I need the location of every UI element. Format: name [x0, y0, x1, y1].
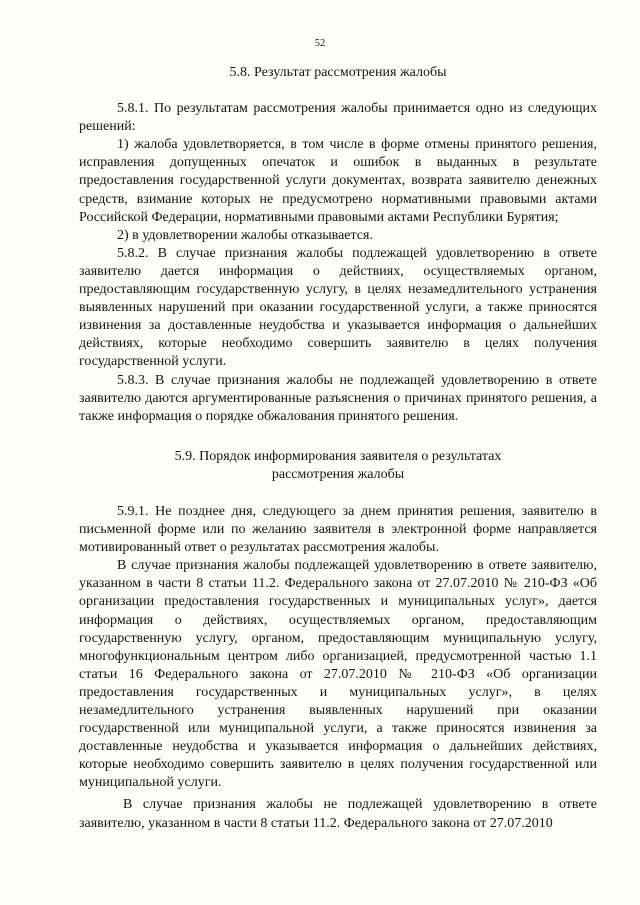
paragraph-5-8-3: 5.8.3. В случае признания жалобы не подлежащей удовлетворению в ответе заявителю даются аргументированные разъяснения о причинах принятого решения, а также информация о порядке обжалования принятого решения. — [79, 372, 597, 424]
paragraph-5-8-1: 5.8.1. По результатам рассмотрения жалобы принимается одно из следующих решений: — [79, 101, 597, 135]
section-5-9-heading — [79, 448, 597, 484]
paragraph-decision-1: 1) жалоба удовлетворяется, в том числе в форме отмены принятого решения, исправления допущенных опечаток и ошибок в выданных в результате предоставления государственной услуги документах, возврата заявителю денежных средств, взимание которых не предусмотрено нормативными правовыми актами Российской Федерации, нормативными правовыми актами Республики Бурятия; — [79, 137, 597, 225]
document-body — [79, 60, 597, 833]
paragraph-decision-2: 2) в удовлетворении жалобы отказывается. — [117, 227, 373, 243]
paragraph-5-9-1: 5.9.1. Не позднее дня, следующего за днем принятия решения, заявителю в письменной форме или по желанию заявителя в электронной форме направляется мотивированный ответ о результатах рассмотрения жалобы. — [79, 503, 597, 556]
section-5-8-heading: 5.8. Результат рассмотрения жалобы — [229, 65, 447, 80]
section-5-9-heading-line-2: рассмотрения жалобы — [271, 466, 405, 482]
section-5-9-heading-line-1: 5.9. Порядок информирования заявителя о результатах — [174, 448, 502, 464]
paragraph-rejected-response: В случае признания жалобы не подлежащей удовлетворению в ответе заявителю, указанном в части 8 статьи 11.2. Федерального закона от 27.07.2010 — [79, 797, 597, 831]
paragraph-5-8-2: 5.8.2. В случае признания жалобы подлежащей удовлетворению в ответе заявителю дается информация о действиях, осуществляемых органом, предоставляющим государственную услугу, в целях незамедлительного устранения выявленных нарушений при оказании государственной услуги, а также приносятся извинения за доставленные неудобства и указывается информация о дальнейших действиях, которые необходимо совершить заявителю в целях получения государственной услуги. — [79, 245, 597, 370]
page-number: 52 — [314, 38, 326, 49]
paragraph-satisfied-response: В случае признания жалобы подлежащей удовлетворению в ответе заявителю, указанном в части 8 статьи 11.2. Федерального закона от 27.07.2010 № 210-ФЗ «Об организации предоставления государственных и муниципальных услуг», дается информация о действиях, осуществляемых органом, предоставляющим государственную услугу, органом, предоставляющим муниципальную услугу, многофункциональным центром либо организацией, предусмотренной частью 1.1 статьи 16 Федерального закона от 27.07.2010 № 210-ФЗ «Об организации предоставления государственных и муниципальных услуг», в целях незамедлительного устранения выявленных нарушений при оказании государственной или муниципальной услуги, а также приносятся извинения за доставленные неудобства и указывается информация о дальнейших действиях, которые необходимо совершить заявителю в целях получения государственной или муниципальной услуги. — [79, 558, 597, 791]
